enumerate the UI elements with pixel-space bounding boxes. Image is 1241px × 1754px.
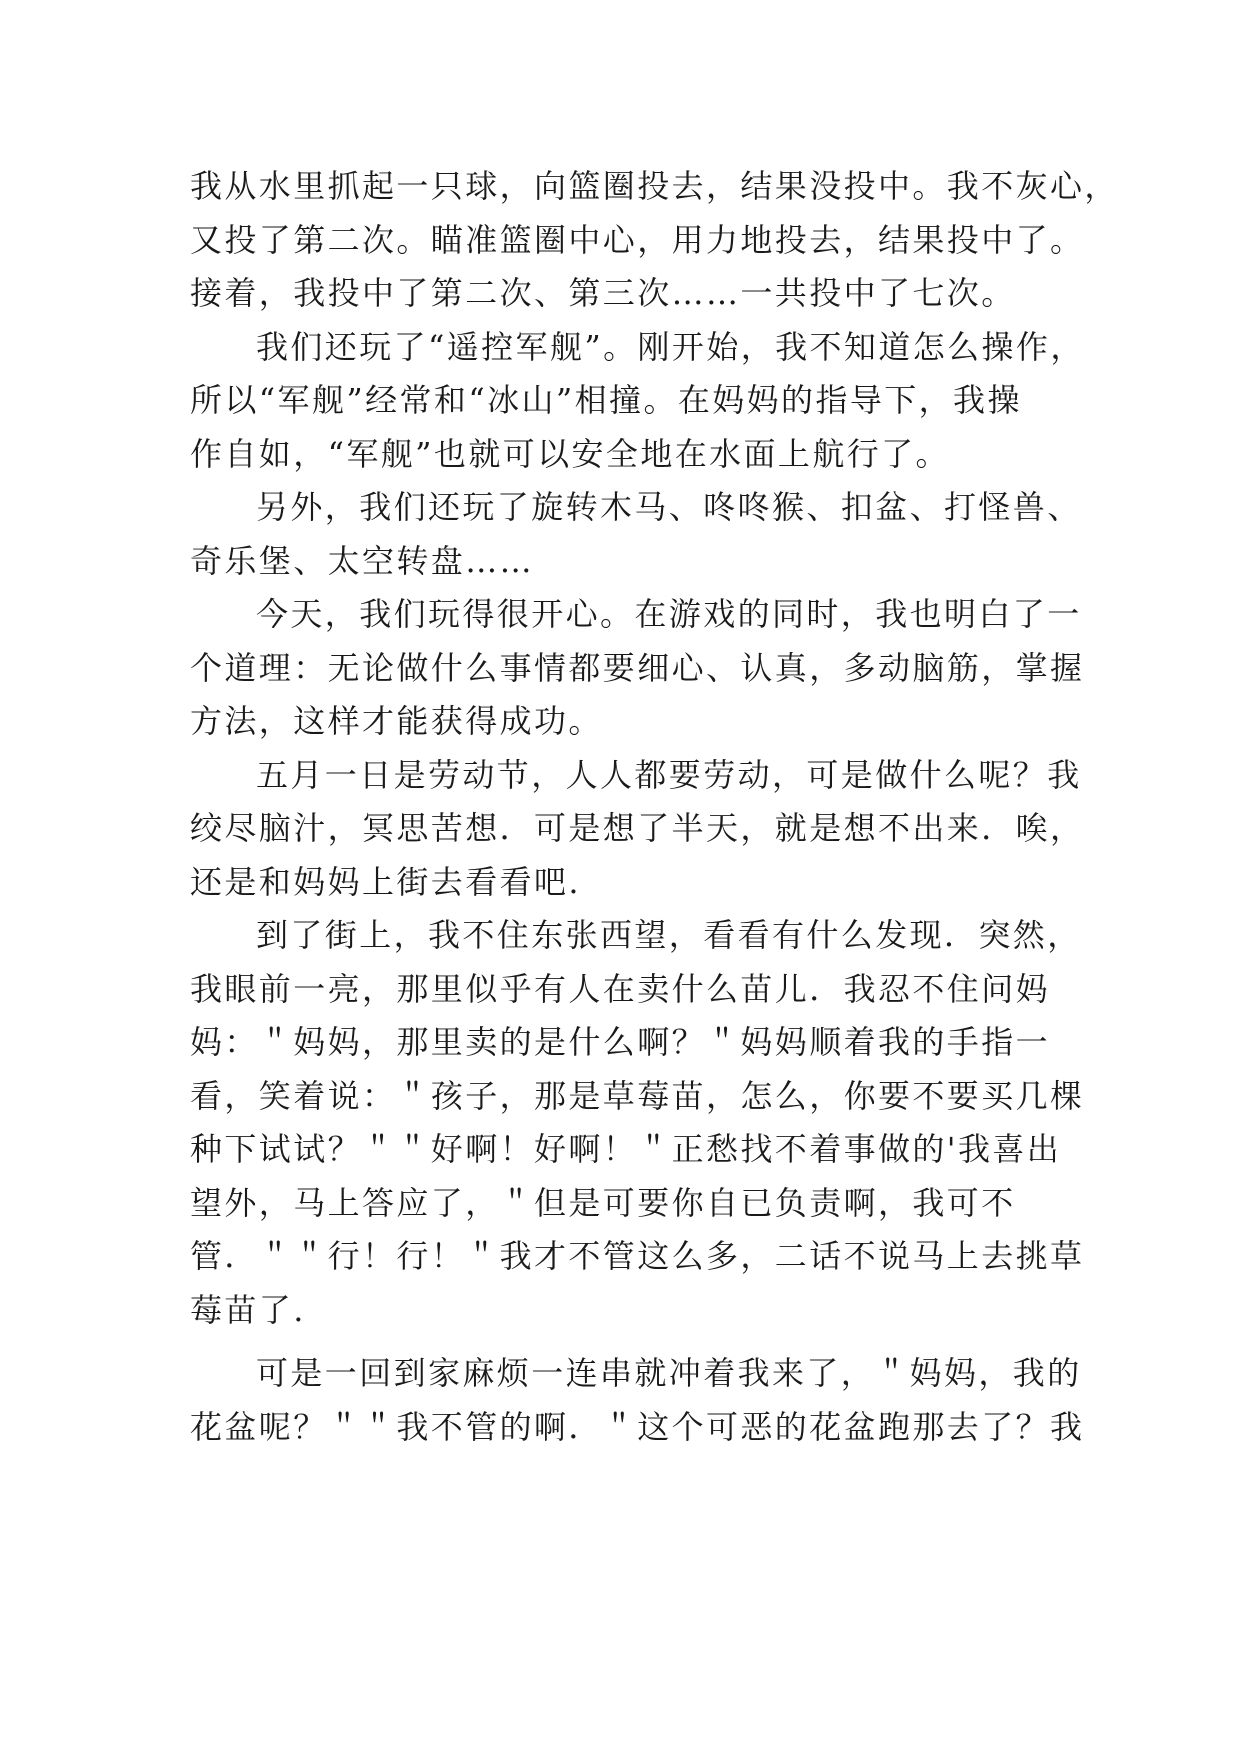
paragraph-start-line: 可是一回到家麻烦一连串就冲着我来了，＂妈妈，我的: [256, 1354, 1082, 1392]
document-body: [190, 160, 1119, 1454]
text-line: 看，笑着说：＂孩子，那是草莓苗，怎么，你要不要买几棵: [190, 1076, 1085, 1115]
text-line: 绞尽脑汁，冥思苦想．可是想了半天，就是想不出来．唉，: [190, 809, 1085, 847]
text-line: 奇乐堡、太空转盘……: [190, 541, 535, 580]
paragraph-start-line: 另外，我们还玩了旋转木马、咚咚猴、扣盆、打怪兽、: [256, 488, 1082, 526]
paragraph-start-line: 到了街上，我不住东张西望，看看有什么发现．突然，: [256, 916, 1082, 954]
text-line: 所以“军舰”经常和“冰山”相撞。在妈妈的指导下，我操: [190, 381, 1022, 419]
paragraph-start-line: 我们还玩了“遥控军舰”。刚开始，我不知道怎么操作，: [256, 327, 1085, 366]
text-line: 我从水里抓起一只球，向篮圈投去，结果没投中。我不灰心，: [190, 167, 1119, 205]
text-line: 管．＂＂行！行！＂我才不管这么多，二话不说马上去挑草: [190, 1237, 1085, 1275]
paragraph-gap: [190, 1337, 1060, 1347]
text-line: 花盆呢？＂＂我不管的啊．＂这个可恶的花盆跑那去了？我: [190, 1407, 1085, 1446]
text-line: 接着，我投中了第二次、第三次……一共投中了七次。: [190, 274, 1016, 312]
text-line: 妈：＂妈妈，那里卖的是什么啊？＂妈妈顺着我的手指一: [190, 1023, 1051, 1061]
text-line: 莓苗了.: [190, 1290, 306, 1329]
text-line: 还是和妈妈上街去看看吧.: [190, 862, 581, 901]
text-line: 望外，马上答应了，＂但是可要你自已负责啊，我可不: [190, 1183, 1016, 1222]
text-line: 个道理：无论做什么事情都要细心、认真，多动脑筋，掌握: [190, 648, 1085, 687]
paragraph-start-line: 今天，我们玩得很开心。在游戏的同时，我也明白了一: [256, 595, 1082, 633]
text-line: 作自如，“军舰”也就可以安全地在水面上航行了。: [190, 434, 950, 473]
text-line: 种下试试？＂＂好啊！好啊！＂正愁找不着事做的'我喜出: [190, 1130, 1062, 1168]
text-line: 方法，这样才能获得成功。: [190, 702, 603, 740]
text-line: 又投了第二次。瞄准篮圈中心，用力地投去，结果投中了。: [190, 220, 1085, 259]
text-line: 我眼前一亮，那里似乎有人在卖什么苗儿．我忍不住问妈: [190, 969, 1051, 1008]
paragraph-start-line: 五月一日是劳动节，人人都要劳动，可是做什么呢？我: [256, 755, 1082, 794]
